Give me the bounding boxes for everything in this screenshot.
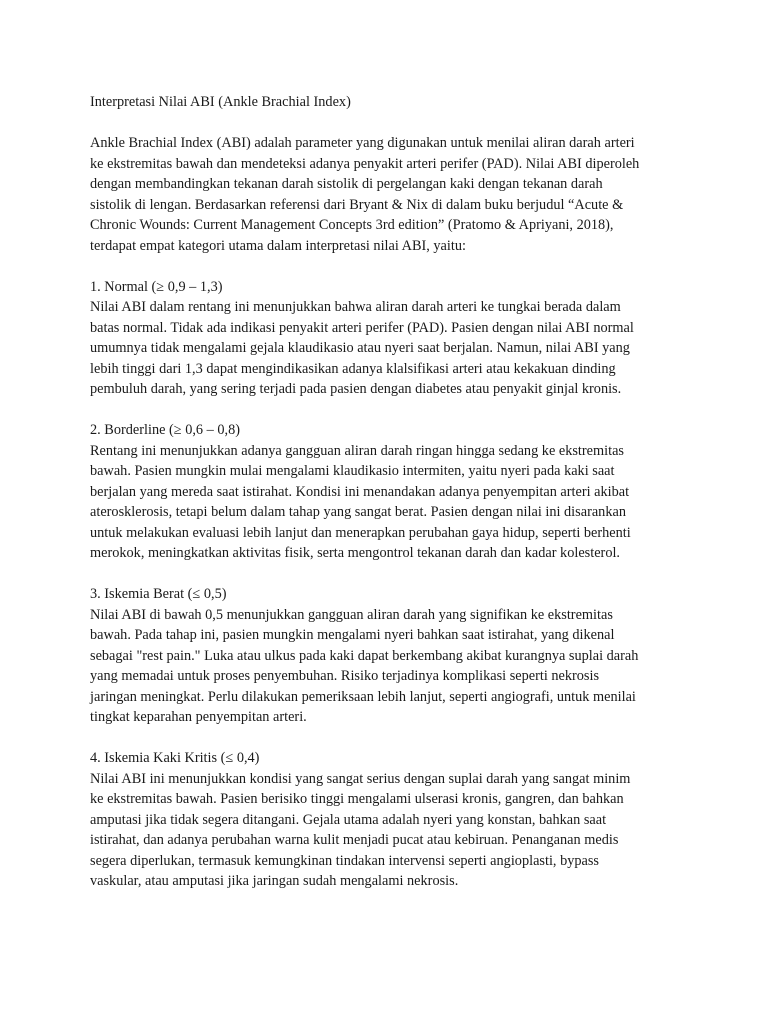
spacer — [90, 564, 678, 585]
section-heading: 1. Normal (≥ 0,9 – 1,3) — [90, 278, 223, 295]
intro-line: Chronic Wounds: Current Management Concepts 3rd edition” (Pratomo & Apriyani, 2018), — [90, 217, 614, 233]
section-line: sebagai "rest pain." Luka atau ulkus pada kaki dapat berkembang akibat kurangnya suplai darah — [90, 647, 639, 664]
section-line: umumnya tidak mengalami gejala klaudikasio atau nyeri saat berjalan. Namun, nilai ABI yang — [90, 340, 630, 356]
section-line: yang memadai untuk proses penyembuhan. Risiko terjadinya komplikasi seperti nekrosis — [90, 668, 600, 684]
section-line: vaskular, atau amputasi jika jaringan sudah mengalami nekrosis. — [90, 873, 459, 889]
intro-line: dengan membandingkan tekanan darah sistolik di pergelangan kaki dengan tekanan darah — [90, 176, 603, 192]
section-heading: 3. Iskemia Berat (≤ 0,5) — [90, 586, 227, 602]
section-line: pembuluh darah, yang sering terjadi pada pasien dengan diabetes atau penyakit ginjal kronis. — [90, 381, 622, 397]
section-normal — [90, 277, 678, 400]
section-line: bawah. Pada tahap ini, pasien mungkin mengalami nyeri bahkan saat istirahat, yang dikenal — [90, 627, 615, 643]
spacer — [90, 113, 678, 134]
intro-line: Ankle Brachial Index (ABI) adalah parameter yang digunakan untuk menilai aliran darah arteri — [90, 135, 635, 151]
section-iskemia-berat — [90, 584, 678, 728]
document-page — [90, 92, 678, 892]
section-line: segera diperlukan, termasuk kemungkinan tindakan intervensi seperti angioplasti, bypass — [90, 852, 599, 869]
spacer — [90, 400, 678, 421]
section-line: Nilai ABI di bawah 0,5 menunjukkan gangguan aliran darah yang signifikan ke ekstremitas — [90, 606, 613, 623]
section-line: batas normal. Tidak ada indikasi penyakit arteri perifer (PAD). Pasien dengan nilai ABI normal — [90, 319, 634, 336]
intro-line: terdapat empat kategori utama dalam interpretasi nilai ABI, yaitu: — [90, 237, 466, 254]
spacer — [90, 728, 678, 749]
section-line: bawah. Pasien mungkin mulai mengalami klaudikasio intermiten, yaitu nyeri pada kaki saat — [90, 463, 615, 479]
section-iskemia-kaki-kritis — [90, 748, 678, 892]
section-heading: 4. Iskemia Kaki Kritis (≤ 0,4) — [90, 750, 260, 766]
intro-line: ke ekstremitas bawah dan mendeteksi adanya penyakit arteri perifer (PAD). Nilai ABI diperoleh — [90, 155, 640, 172]
section-line: ke ekstremitas bawah. Pasien berisiko tinggi mengalami ulserasi kronis, gangren, dan bahkan — [90, 791, 624, 807]
spacer — [90, 256, 678, 277]
section-borderline — [90, 420, 678, 564]
section-heading: 2. Borderline (≥ 0,6 – 0,8) — [90, 422, 240, 438]
section-line: untuk melakukan evaluasi lebih lanjut dan menerapkan perubahan gaya hidup, seperti berhenti — [90, 524, 631, 541]
section-line: tingkat keparahan penyempitan arteri. — [90, 709, 307, 725]
section-line: aterosklerosis, tetapi belum dalam tahap yang sangat berat. Pasien dengan nilai ini disarankan — [90, 504, 626, 520]
section-line: istirahat, dan adanya perubahan warna kulit menjadi pucat atau kebiruan. Penanganan medis — [90, 832, 619, 848]
intro-line: sistolik di lengan. Berdasarkan referensi dari Bryant & Nix di dalam buku berjudul “Acute & — [90, 196, 624, 213]
section-line: merokok, meningkatkan aktivitas fisik, serta mengontrol tekanan darah dan kadar kolesterol. — [90, 545, 621, 561]
intro-paragraph — [90, 133, 678, 256]
section-line: amputasi jika tidak segera ditangani. Gejala utama adalah nyeri yang konstan, bahkan saat — [90, 811, 607, 828]
section-line: lebih tinggi dari 1,3 dapat mengindikasikan adanya klalsifikasi arteri atau kekakuan dinding — [90, 360, 616, 377]
document-title: Interpretasi Nilai ABI (Ankle Brachial Index) — [90, 94, 351, 110]
section-line: jaringan meningkat. Perlu dilakukan pemeriksaan lebih lanjut, seperti angiografi, untuk menilai — [90, 688, 636, 705]
section-line: Nilai ABI ini menunjukkan kondisi yang sangat serius dengan suplai darah yang sangat minim — [90, 770, 631, 787]
section-line: Nilai ABI dalam rentang ini menunjukkan bahwa aliran darah arteri ke tungkai berada dalam — [90, 299, 621, 315]
section-line: Rentang ini menunjukkan adanya gangguan aliran darah ringan hingga sedang ke ekstremitas — [90, 442, 624, 459]
section-line: berjalan yang mereda saat istirahat. Kondisi ini menandakan adanya penyempitan arteri akibat — [90, 483, 630, 500]
